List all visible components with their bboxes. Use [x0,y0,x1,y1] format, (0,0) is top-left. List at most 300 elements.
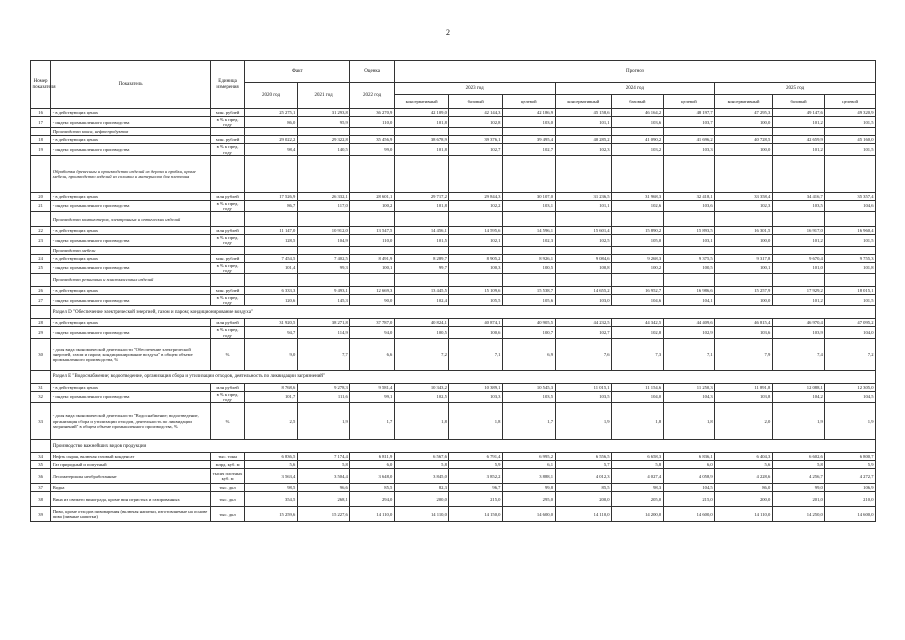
header-variant: консервативный [555,95,612,109]
empty-cell [502,274,555,287]
row-value: 14 596,1 [502,227,555,235]
row-value: 100,8 [555,262,612,273]
row-number: 32 [31,391,51,402]
row-value: 37 787,0 [350,319,394,327]
row-value: 104,0 [825,327,876,338]
row-value: 48 197,7 [663,109,715,117]
row-unit: млн. рублей [210,287,244,295]
row-value: 103,5 [502,391,555,402]
row-unit: тыс. дкл [210,492,244,507]
row-value: 9 581,4 [350,383,394,391]
empty-cell [663,155,715,192]
row-value: 41 090,2 [612,136,664,144]
row-label: - индекс промышленного производства [51,200,211,211]
table-row [31,403,876,440]
row-value: 3 648,0 [350,469,394,484]
row-value: 10 912,0 [297,227,350,235]
row-value: 215,0 [449,492,503,507]
row-value: 8 768,6 [245,383,298,391]
row-value: 101,8 [394,200,449,211]
row-unit: млн рублей [210,383,244,391]
row-value: 101,2 [772,295,825,306]
empty-cell [825,155,876,192]
row-value: 110,0 [350,235,394,246]
row-value: 15 538,7 [502,287,555,295]
table-row [31,469,876,484]
row-value: 10 389,1 [449,383,503,391]
empty-cell [210,274,244,287]
empty-cell [612,155,664,192]
empty-cell [297,246,350,254]
row-value: 110,0 [350,117,394,128]
row-number: 25 [31,262,51,273]
row-unit: в % к пред. году [210,295,244,306]
row-value: 5,9 [449,461,503,469]
row-label: - индекс промышленного производства [51,391,211,402]
row-value: 103,6 [663,200,715,211]
row-value: 82,3 [394,484,449,492]
header-variant: целевой [825,95,876,109]
row-value: 35 456,9 [350,136,394,144]
row-unit: млн. рублей [210,136,244,144]
row-value: 6 658,3 [612,453,664,461]
row-label: - в действующих ценах [51,287,211,295]
row-value: 31 236,5 [555,192,612,200]
empty-cell [663,246,715,254]
empty-cell [772,155,825,192]
empty-cell [825,274,876,287]
table-row [31,235,876,246]
empty-cell [612,246,664,254]
row-unit: в % к пред. году [210,327,244,338]
subheading-label: Производство кокса, нефтепродуктов [51,128,211,136]
row-value: 103,6 [715,327,773,338]
row-value: 5,8 [297,461,350,469]
row-value: 14 110,0 [555,507,612,522]
table-row [31,338,876,370]
row-value: 40 824,1 [394,319,449,327]
row-value: 86,0 [715,484,773,492]
row-number: 29 [31,327,51,338]
row-value: 105,0 [612,235,664,246]
empty-cell [715,274,773,287]
row-value: 100,1 [715,262,773,273]
row-value: 3 888,1 [502,469,555,484]
row-value: 2,5 [245,403,298,440]
row-value: 1,8 [612,403,664,440]
row-number [31,274,51,287]
empty-cell [502,155,555,192]
row-value: 1,7 [502,403,555,440]
table-body [31,109,876,522]
row-value: 106,9 [825,484,876,492]
row-value: 39 495,4 [502,136,555,144]
row-value: 6 602,6 [772,453,825,461]
empty-cell [210,246,244,254]
empty-cell [245,246,298,254]
row-value: 17 526,9 [245,192,298,200]
row-value: 117,0 [297,200,350,211]
row-value: 99,3 [297,262,350,273]
row-value: 5,7 [555,461,612,469]
empty-cell [772,212,825,227]
row-label: Водка [51,484,211,492]
row-value: 38 678,9 [394,136,449,144]
row-label: - в действующих ценах [51,254,211,262]
table-row [31,492,876,507]
row-value: 104,6 [825,200,876,211]
row-number [31,440,51,453]
row-value: 100,6 [449,327,503,338]
row-value: 102,8 [449,117,503,128]
row-unit: тыс. тонн [210,453,244,461]
row-value: 14 655,2 [555,287,612,295]
row-value: 100,1 [350,262,394,273]
row-label: Вина из свежего винограда, кроме вин игристых и газированных [51,492,211,507]
empty-cell [210,155,244,192]
row-unit: млн. рублей [210,254,244,262]
row-value: 86,7 [245,200,298,211]
row-value: 200,0 [394,492,449,507]
row-value: 32 418,1 [663,192,715,200]
table-row [31,109,876,117]
subheading-label: Производство компьютеров, электронных и оптических изделий [51,212,211,227]
row-value: 104,5 [663,484,715,492]
row-value: 17 929,2 [772,287,825,295]
row-value: 101,7 [245,391,298,402]
row-value: 6 404,3 [715,453,773,461]
row-number: 33 [31,403,51,440]
row-value: 99,8 [502,484,555,492]
row-number: 28 [31,319,51,327]
row-value: 6,6 [350,338,394,370]
row-value: 102,2 [449,200,503,211]
row-value: 102,6 [612,200,664,211]
table-row [31,391,876,402]
row-value: 114,9 [297,327,350,338]
forecast-table [30,60,876,522]
row-value: 100,5 [663,262,715,273]
row-value: 40 728,5 [715,136,773,144]
row-value: 205,0 [612,492,664,507]
header-unit: Единица измерения [210,61,244,109]
row-value: 42 659,9 [772,136,825,144]
empty-cell [394,155,449,192]
row-label: - в действующих ценах [51,319,211,327]
row-number: 16 [31,109,51,117]
row-value: 7,4 [772,338,825,370]
row-value: 11 015,1 [555,383,612,391]
row-number: 23 [31,235,51,246]
empty-cell [245,155,298,192]
row-value: 49 320,9 [825,109,876,117]
row-value: 103,1 [663,235,715,246]
header-indicator: Показатель [51,61,211,109]
header-year-2023: 2023 год [394,83,555,95]
row-value: 85,5 [555,484,612,492]
empty-cell [297,274,350,287]
subheading-row [31,246,876,254]
row-value: 103,3 [449,391,503,402]
row-value: 4 027,4 [612,469,664,484]
row-value: 9 268,3 [612,254,664,262]
table-row [31,227,876,235]
row-value: 31 293,8 [297,109,350,117]
subheading-label: Производство резиновых и пластмассовых изделий [51,274,211,287]
row-value: 45 160,0 [825,136,876,144]
row-label: - в действующих ценах [51,109,211,117]
row-value: 103,7 [663,117,715,128]
row-value: 4 228,6 [715,469,773,484]
row-number: 17 [31,117,51,128]
row-value: 101,4 [245,262,298,273]
section-title: Производство важнейших видов продукции [51,440,876,453]
row-value: 1,8 [663,403,715,440]
row-value: 12 305,0 [825,383,876,391]
row-number: 30 [31,338,51,370]
row-value: 295,0 [502,492,555,507]
row-value: 102,3 [555,144,612,155]
row-value: 41 696,2 [663,136,715,144]
row-unit: в % к пред. году [210,117,244,128]
row-value: 6 791,4 [449,453,503,461]
empty-cell [555,128,612,136]
row-value: 14 600,0 [502,507,555,522]
row-value: 15 890,2 [612,227,664,235]
empty-cell [449,155,503,192]
row-value: 8 926,1 [502,254,555,262]
row-value: 96,6 [297,484,350,492]
row-value: 1,8 [449,403,503,440]
row-number: 20 [31,192,51,200]
row-value: 101,2 [772,235,825,246]
empty-cell [663,274,715,287]
header-variant: целевой [502,95,555,109]
row-value: 11 147,0 [245,227,298,235]
row-value: 46 815,4 [715,319,773,327]
row-label: - индекс промышленного производства [51,235,211,246]
row-value: 9 278,3 [297,383,350,391]
table-row [31,383,876,391]
section-title: Раздел E "Водоснабжение; водоотведение, организация сбора и утилизации отходов, деятельность по ликвидации загрязнений" [51,370,876,383]
row-value: 46 164,2 [612,109,664,117]
row-value: 11 250,3 [663,383,715,391]
row-value: 7,1 [663,338,715,370]
row-value: 6,0 [663,461,715,469]
subheading-row [31,212,876,227]
row-value: 13 445,5 [394,287,449,295]
row-value: 100,0 [715,295,773,306]
row-value: 105,5 [449,295,503,306]
empty-cell [502,212,555,227]
row-value: 100,3 [449,262,503,273]
row-label: - индекс промышленного производства [51,295,211,306]
row-value: 6 333,3 [245,287,298,295]
row-value: 35 357,4 [825,192,876,200]
row-value: 33 358,4 [715,192,773,200]
empty-cell [715,212,773,227]
row-value: 200,0 [555,492,612,507]
row-label: - индекс промышленного производства [51,327,211,338]
row-value: 7 402,5 [297,254,350,262]
row-value: 96,7 [449,484,503,492]
row-value: 1,9 [825,403,876,440]
row-value: 86,0 [245,117,298,128]
row-value: 10 545,3 [502,383,555,391]
row-value: 14 456,1 [394,227,449,235]
row-value: 101,2 [772,117,825,128]
row-value: 9 755,3 [825,254,876,262]
row-value: 94,0 [350,327,394,338]
row-value: 354,5 [245,492,298,507]
row-value: 9 084,6 [555,254,612,262]
row-value: 16 952,7 [612,287,664,295]
row-value: 16 960,4 [825,227,876,235]
row-value: 200,0 [715,492,773,507]
row-number: 36 [31,469,51,484]
empty-cell [772,274,825,287]
header-year-2024: 2024 год [555,83,715,95]
section-row [31,370,876,383]
empty-cell [350,246,394,254]
row-number: 37 [31,484,51,492]
row-value: 102,5 [394,391,449,402]
row-value: 6,1 [502,461,555,469]
header-variant: консервативный [394,95,449,109]
table-header [31,61,876,109]
row-value: 31 920,5 [245,319,298,327]
row-value: 7 454,5 [245,254,298,262]
row-number [31,246,51,254]
row-number [31,155,51,192]
row-value: 1,9 [772,403,825,440]
table-row [31,287,876,295]
row-value: 14 600,0 [663,507,715,522]
row-value: 104,1 [663,295,715,306]
row-value: 102,7 [449,144,503,155]
row-value: 6 556,5 [555,453,612,461]
empty-cell [297,155,350,192]
row-value: 3 852,2 [449,469,503,484]
row-value: 16 917,0 [772,227,825,235]
empty-cell [449,246,503,254]
row-value: 29 844,3 [449,192,503,200]
row-value: 16 986,6 [663,287,715,295]
row-value: 102,3 [715,200,773,211]
header-variant: целевой [663,95,715,109]
section-row [31,440,876,453]
empty-cell [663,212,715,227]
row-unit: % [210,338,244,370]
row-number: 21 [31,200,51,211]
empty-cell [825,128,876,136]
row-value: 98,4 [245,144,298,155]
row-value: 103,3 [663,144,715,155]
row-number: 18 [31,136,51,144]
row-value: 14 600,0 [825,507,876,522]
row-label: - доля вида экономической деятельности "Водоснабжение; водоотведение, организация сбора и утилизации отходов, деятельность по ликвидации загрязнений" в общем объеме промышленного производства, % [51,403,211,440]
row-value: 7,6 [555,338,612,370]
row-value: 6 836,5 [245,453,298,461]
row-unit: в % к пред. году [210,262,244,273]
row-unit: млн рублей [210,227,244,235]
row-value: 99,7 [394,262,449,273]
empty-cell [715,155,773,192]
empty-cell [449,128,503,136]
row-number: 34 [31,453,51,461]
row-value: 102,7 [555,327,612,338]
row-value: 201,0 [772,492,825,507]
table-row [31,136,876,144]
row-unit: млн. рублей [210,109,244,117]
row-value: 100,7 [502,327,555,338]
row-value: 101,8 [394,144,449,155]
row-value: 103,2 [612,144,664,155]
header-fact: Факт [245,61,350,83]
row-value: 102,8 [612,327,664,338]
row-unit: в % к пред. году [210,235,244,246]
row-value: 14 110,0 [715,507,773,522]
table-row [31,453,876,461]
row-value: 8 491,9 [350,254,394,262]
section-row [31,306,876,319]
row-value: 44 342,5 [612,319,664,327]
row-value: 25 275,1 [245,109,298,117]
header-variant: базовый [772,95,825,109]
row-unit: в % к пред. году [210,144,244,155]
row-label: Лесоматериалы необработанные [51,469,211,484]
row-value: 45 158,6 [555,109,612,117]
table-row [31,200,876,211]
row-value: 14 200,0 [612,507,664,522]
row-value: 11 154,6 [612,383,664,391]
empty-cell [350,274,394,287]
row-label: - в действующих ценах [51,383,211,391]
row-value: 103,0 [555,295,612,306]
row-value: 5,8 [394,461,449,469]
row-value: 120,6 [245,295,298,306]
row-value: 5,6 [245,461,298,469]
row-value: 4 272,7 [825,469,876,484]
row-value: 6,9 [502,338,555,370]
row-value: 145,3 [297,295,350,306]
row-value: 101,8 [394,117,449,128]
row-value: 9 375,5 [663,254,715,262]
row-value: 26 332,1 [297,192,350,200]
row-value: 42 186,9 [502,109,555,117]
row-value: 7,3 [612,338,664,370]
row-number [31,370,51,383]
row-value: 85,5 [350,484,394,492]
row-value: 102,4 [394,295,449,306]
header-year-2020: 2020 год [245,83,298,109]
empty-cell [297,128,350,136]
row-value: 268,1 [297,492,350,507]
row-value: 100,0 [715,117,773,128]
row-value: 9 493,1 [297,287,350,295]
row-value: 104,5 [825,391,876,402]
row-value: 99,1 [350,391,394,402]
row-value: 8 289,7 [394,254,449,262]
row-value: 44 409,6 [663,319,715,327]
row-value: 4 058,9 [663,469,715,484]
row-value: 98,3 [612,484,664,492]
table-row [31,461,876,469]
row-value: 18 015,1 [825,287,876,295]
row-label: - в действующих ценах [51,192,211,200]
row-value: 5,8 [772,461,825,469]
empty-cell [612,212,664,227]
